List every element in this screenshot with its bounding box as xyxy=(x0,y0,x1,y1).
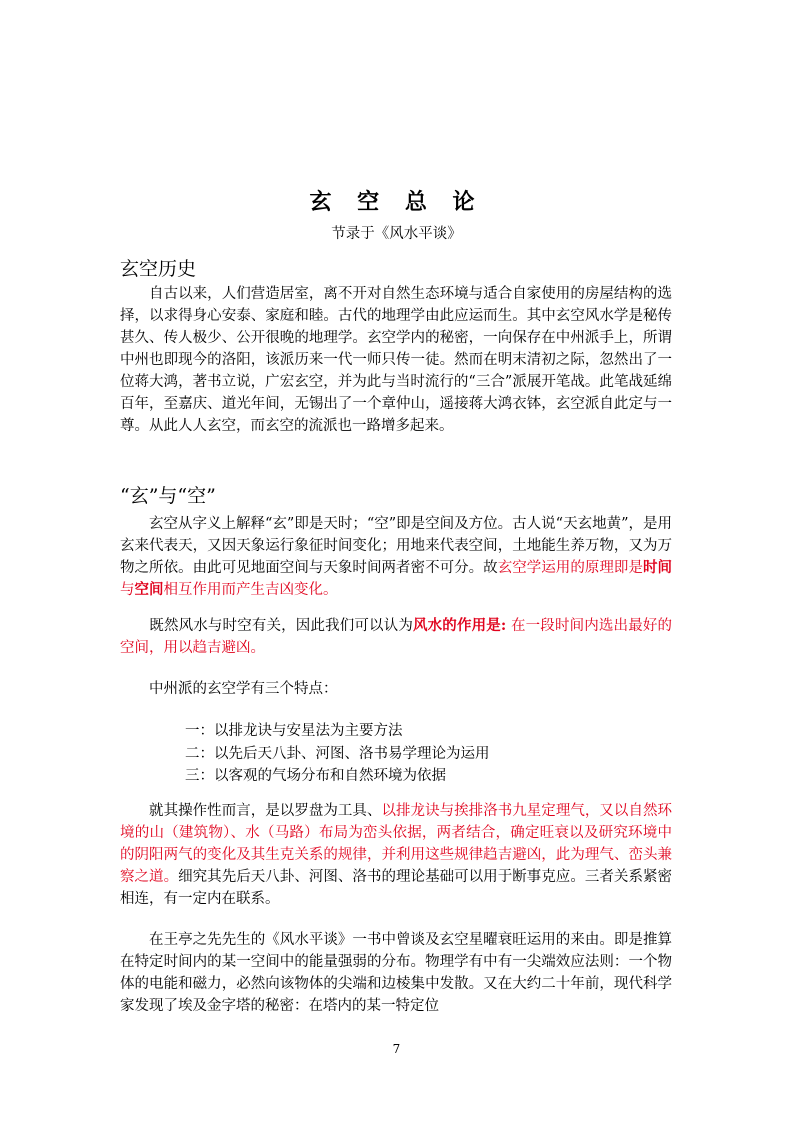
list-item: 一：以排龙诀与安星法为主要方法 xyxy=(185,723,403,739)
list-item: 二：以先后天八卦、河图、洛书易学理论为运用 xyxy=(185,745,490,762)
page-number: 7 xyxy=(392,1042,401,1056)
paragraph-operation xyxy=(120,800,672,910)
list-item: 三：以客观的气场分布和自然环境为依据 xyxy=(185,768,446,784)
page-title: 玄 空 总 论 xyxy=(309,190,484,215)
section-heading-history: 玄空历史 xyxy=(120,258,197,280)
definition-text: 玄空从字义上解释“玄”即是天时；“空”即是空间及方位。古人说“天玄地黄”，是用玄来代表天，又因天象运行象征时间变化；用地来代表空间，土地能生养万物，又为万物之所依。由此可见地面空间与天象时间两者密不可分。故 xyxy=(120,516,672,576)
operation-text: 就其操作性而言，是以罗盘为工具、 xyxy=(120,803,382,819)
section-heading-xuankong: “玄”与“空” xyxy=(120,485,216,507)
operation-theory: 细究其先后天八卦、河图、洛书的理论基础可以用于断事克应。三者关系紧密相连，有一定内在联系。 xyxy=(120,869,672,907)
purpose-label: 风水的作用是: xyxy=(413,617,507,634)
paragraph-features-intro: 中州派的玄空学有三个特点： xyxy=(120,681,338,697)
page-subtitle: 节录于《风水平谈》 xyxy=(331,226,462,242)
paragraph-wang-tingzhi: 在王亭之先先生的《风水平谈》一书中曾谈及玄空星曜衰旺运用的来由。即是推算在特定时间内的某一空间中的能量强弱的分布。物理学有中有一尖端效应法则：一个物体的电能和磁力，必然向该物体的尖端和边棱集中发散。又在大约二十年前，现代科学家发现了埃及金字塔的秘密：在塔内的某一特定位 xyxy=(120,932,672,1014)
purpose-detail: 在一段时间内选出最好的空间，用以趋吉避凶。 xyxy=(120,618,673,656)
operation-method: 以排龙诀与挨排洛书九星定理气，又以自然环境的山（建筑物）、水（马路）布局为峦头依据，两者结合，确定旺衰以及研究环境中的阴阳两气的变化及其生克关系的规律，并利用这些规律趋吉避凶，此为理气、峦头兼察之道。 xyxy=(120,803,673,885)
definition-space: 空间 xyxy=(134,581,164,598)
paragraph-fengshui-purpose xyxy=(120,615,672,659)
paragraph-history: 自古以来，人们营造居室，离不开对自然生态环境与适合自家使用的房屋结构的选择，以求得身心安泰、家庭和睦。古代的地理学由此应运而生。其中玄空风水学是秘传甚久、传人极少、公开很晚的地理学。玄空学内的秘密，一向保存在中州派手上，所谓中州也即现今的洛阳，该派历来一代一师只传一徒。然而在明末清初之际，忽然出了一位蒋大鸿，著书立说，广宏玄空，并为此与当时流行的“三合”派展开笔战。此笔战延绵百年，至嘉庆、道光年间，无锡出了一个章仲山，遥接蒋大鸿衣钵，玄空派自此定与一尊。从此人人玄空，而玄空的流派也一路增多起来。 xyxy=(120,286,672,434)
definition-principle: 玄空学运用的原理即是 xyxy=(497,560,643,576)
definition-result: 相互作用而产生吉凶变化。 xyxy=(163,582,338,598)
paragraph-definition xyxy=(120,513,672,601)
definition-time: 时间 xyxy=(642,559,673,576)
features-list xyxy=(185,720,490,788)
purpose-text: 既然风水与时空有关，因此我们可以认为 xyxy=(120,618,413,634)
definition-and: 与 xyxy=(120,582,135,598)
